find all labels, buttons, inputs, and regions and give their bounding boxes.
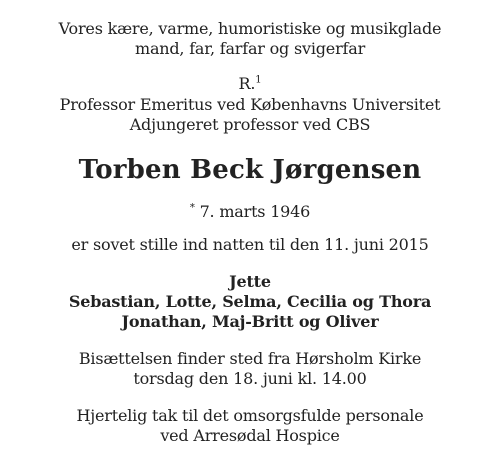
intro-line-1: Vores kære, varme, humoristiske og musikglade <box>58 19 442 38</box>
honor-title-mark: 1 <box>255 74 262 86</box>
thanks-line-2: ved Arresødal Hospice <box>160 426 340 445</box>
intro-line-2: mand, far, farfar og svigerfar <box>134 39 366 58</box>
family-line-3: Jonathan, Maj-Britt og Oliver <box>121 312 379 331</box>
deceased-name: Torben Beck Jørgensen <box>78 155 422 185</box>
position-line-1: Professor Emeritus ved Københavns Universitet <box>59 95 441 114</box>
funeral-line-1: Bisættelsen finder sted fra Hørsholm Kirke <box>78 349 422 368</box>
death-text: er sovet stille ind natten til den 11. juni 2015 <box>71 235 429 254</box>
family-line-1: Jette <box>229 272 271 291</box>
birth-date-text: 7. marts 1946 <box>199 202 311 221</box>
birth-mark: * <box>189 202 195 214</box>
thanks-line-1: Hjertelig tak til det omsorgsfulde personale <box>76 406 424 425</box>
honor-title <box>0 74 500 94</box>
family-line-2: Sebastian, Lotte, Selma, Cecilia og Thora <box>68 292 432 311</box>
position-line-2: Adjungeret professor ved CBS <box>129 115 371 134</box>
honor-title-text: R. <box>238 74 256 93</box>
funeral-line-2: torsdag den 18. juni kl. 14.00 <box>133 369 367 388</box>
birth-date <box>0 202 500 222</box>
